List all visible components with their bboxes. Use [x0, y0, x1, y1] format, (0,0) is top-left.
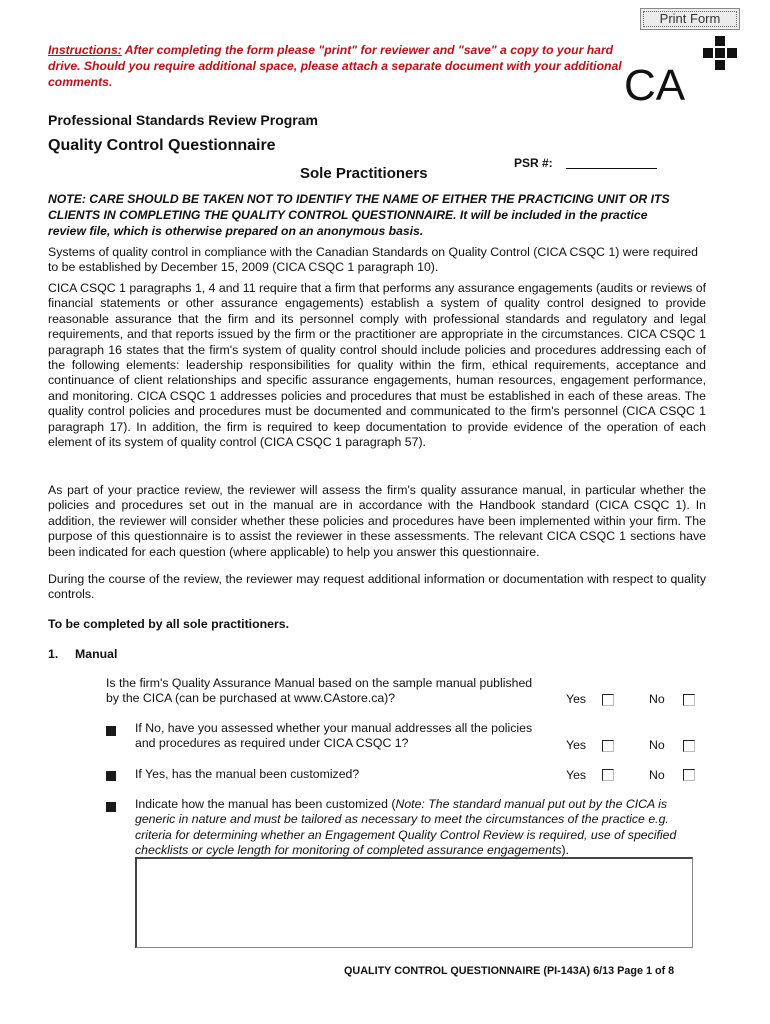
no-label: No	[649, 768, 665, 782]
page-footer: QUALITY CONTROL QUESTIONNAIRE (PI-143A) 6/13 Page 1 of 8	[344, 965, 675, 977]
q3-yes-checkbox[interactable]	[602, 769, 614, 781]
section-title: Manual	[75, 647, 118, 661]
question-manual-customized: If Yes, has the manual been customized?	[135, 767, 360, 781]
print-form-button[interactable]: Print Form	[640, 8, 740, 30]
customization-answer-textarea[interactable]	[135, 857, 693, 948]
no-label: No	[649, 692, 665, 706]
question-how-customized	[135, 797, 695, 859]
question-how-customized-note: Note: The standard manual put out by the CICA is generic in nature and must be tailored as necessary to meet the circumstances of the practice e.g. criteria for determining whether an Engagement Quality Control Review is required, use of specified checklists or cycle length for monitoring of completed assurance engagements	[135, 797, 677, 858]
logo-text: CA	[624, 61, 686, 104]
psr-input[interactable]	[566, 168, 657, 169]
bullet-icon	[106, 802, 116, 812]
paragraph-2: CICA CSQC 1 paragraphs 1, 4 and 11 require that a firm that performs any assurance engagements (audits or reviews of financial statements or other assurance engagements) establish a system of quality control designed to provide reasonable assurance that the firm and its personnel comply with professional standards and regulatory and legal requirements, and that reports issued by the firm or the practitioner are appropriate in the circumstances. CICA CSQC 1 paragraph 16 states that the firm's system of quality control should include policies and procedures addressing each of the following elements: leadership responsibilities for quality within the firm, ethical requirements, acceptance and continuance of client relationships and specific assurance engagements, human resources, engagement performance, and monitoring. CICA CSQC 1 addresses policies and procedures that must be established in each of these areas. The quality control policies and procedures must be documented and communicated to the firm's personnel (CICA CSQC 1 paragraph 17). In addition, the firm is required to keep documentation to provide evidence of the operation of each element of its system of quality control (CICA CSQC 1 paragraph 57).	[48, 281, 706, 450]
bullet-icon	[106, 726, 116, 736]
q1-no-checkbox[interactable]	[683, 694, 695, 706]
yes-label: Yes	[566, 692, 587, 706]
question-how-customized-lead: Indicate how the manual has been customized (	[135, 797, 396, 811]
q2-no-checkbox[interactable]	[683, 740, 695, 752]
question-assessed-manual: If No, have you assessed whether your manual addresses all the policies and procedures as required under CICA CSQC 1?	[135, 721, 533, 751]
question-manual-based-on-cica: Is the firm's Quality Assurance Manual based on the sample manual published by the CICA (can be purchased at www.CAstore.ca)?	[106, 676, 533, 706]
psr-label: PSR #:	[514, 156, 553, 170]
question-how-customized-tail: ).	[561, 843, 570, 858]
yes-label: Yes	[566, 738, 587, 752]
page-subtitle: Sole Practitioners	[300, 165, 428, 182]
program-title: Professional Standards Review Program	[48, 112, 318, 128]
bullet-icon	[106, 771, 116, 781]
instructions	[48, 42, 623, 90]
paragraph-1: Systems of quality control in compliance with the Canadian Standards on Quality Control (CICA CSQC 1) were required to be established by December 15, 2009 (CICA CSQC 1 paragraph 10).	[48, 245, 698, 275]
section-number: 1.	[48, 647, 59, 661]
paragraph-3: As part of your practice review, the reviewer will assess the firm's quality assurance manual, in particular whether the policies and procedures set out in the manual are in accordance with the Handbook standard (CICA CSQC 1). In addition, the reviewer will consider whether these policies and procedures have been implemented within your firm. The purpose of this questionnaire is to assist the reviewer in these assessments. The relevant CICA CSQC 1 sections have been indicated for each question (where applicable) to help you answer this questionnaire.	[48, 483, 706, 559]
q2-yes-checkbox[interactable]	[602, 740, 614, 752]
q3-no-checkbox[interactable]	[683, 769, 695, 781]
ca-logo	[622, 34, 740, 104]
ca-logo-icon	[622, 34, 740, 104]
instructions-lead: Instructions:	[48, 43, 122, 57]
yes-label: Yes	[566, 768, 587, 782]
page-title: Quality Control Questionnaire	[48, 137, 276, 154]
paragraph-4: During the course of the review, the reviewer may request additional information or documentation with respect to quality controls.	[48, 572, 706, 602]
no-label: No	[649, 738, 665, 752]
completion-note: To be completed by all sole practitioners.	[48, 617, 289, 631]
instructions-text: After completing the form please "print" for reviewer and "save" a copy to your hard drive. Should you require additional space, please attach a separate document with your additional comments.	[48, 43, 622, 89]
anonymity-note: NOTE: CARE SHOULD BE TAKEN NOT TO IDENTIFY THE NAME OF EITHER THE PRACTICING UNIT OR ITS CLIENTS IN COMPLETING THE QUALITY CONTROL QUESTIONNAIRE. It will be included in the practice review file, which is otherwise prepared on an anonymous basis.	[48, 192, 670, 238]
q1-yes-checkbox[interactable]	[602, 694, 614, 706]
